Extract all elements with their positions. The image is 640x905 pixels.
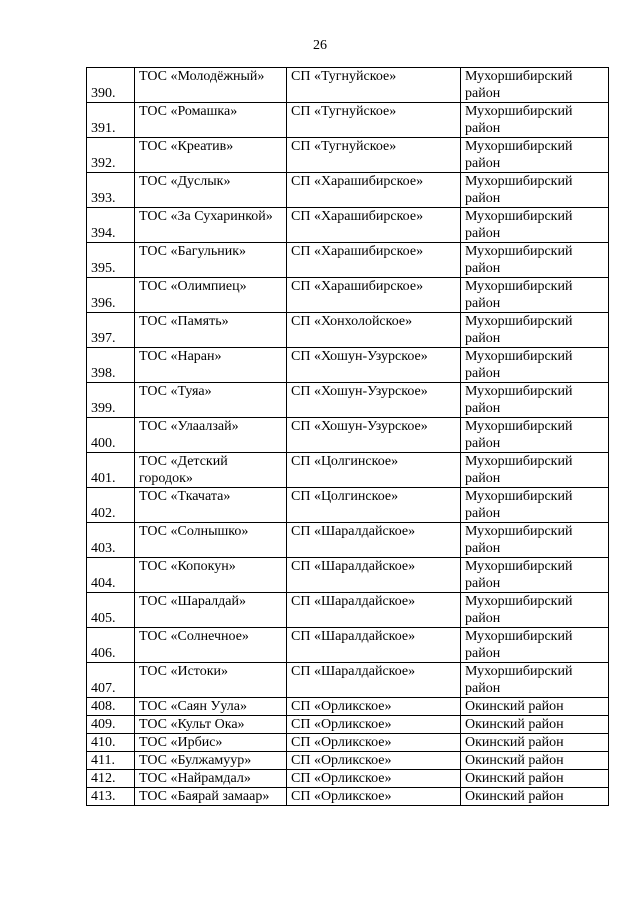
district-cell: Мухоршибирский район — [461, 663, 609, 698]
registry-table-body — [87, 68, 609, 806]
settlement-cell: СП «Хошун-Узурское» — [287, 383, 461, 418]
table-row — [87, 716, 609, 734]
tos-name-cell: ТОС «Багульник» — [135, 243, 287, 278]
tos-name-cell: ТОС «Баярай замаар» — [135, 788, 287, 806]
table-row — [87, 734, 609, 752]
row-number-cell: 395. — [87, 243, 135, 278]
table-row — [87, 348, 609, 383]
district-cell: Мухоршибирский район — [461, 173, 609, 208]
tos-name-cell: ТОС «Ромашка» — [135, 103, 287, 138]
district-cell: Мухоршибирский район — [461, 383, 609, 418]
row-number-cell: 411. — [87, 752, 135, 770]
settlement-cell: СП «Орликское» — [287, 734, 461, 752]
settlement-cell: СП «Тугнуйское» — [287, 103, 461, 138]
row-number-cell: 405. — [87, 593, 135, 628]
row-number-cell: 400. — [87, 418, 135, 453]
tos-name-cell: ТОС «Память» — [135, 313, 287, 348]
district-cell: Мухоршибирский район — [461, 348, 609, 383]
district-cell: Мухоршибирский район — [461, 628, 609, 663]
district-cell: Мухоршибирский район — [461, 453, 609, 488]
district-cell: Окинский район — [461, 698, 609, 716]
row-number-cell: 391. — [87, 103, 135, 138]
row-number-cell: 412. — [87, 770, 135, 788]
tos-name-cell: ТОС «Молодёжный» — [135, 68, 287, 103]
district-cell: Мухоршибирский район — [461, 523, 609, 558]
row-number-cell: 392. — [87, 138, 135, 173]
table-row — [87, 628, 609, 663]
district-cell: Окинский район — [461, 770, 609, 788]
table-row — [87, 488, 609, 523]
table-row — [87, 698, 609, 716]
registry-table — [86, 67, 609, 806]
tos-name-cell: ТОС «Ткачата» — [135, 488, 287, 523]
settlement-cell: СП «Орликское» — [287, 698, 461, 716]
table-row — [87, 103, 609, 138]
district-cell: Окинский район — [461, 752, 609, 770]
settlement-cell: СП «Харашибирское» — [287, 278, 461, 313]
settlement-cell: СП «Шаралдайское» — [287, 523, 461, 558]
settlement-cell: СП «Орликское» — [287, 716, 461, 734]
row-number-cell: 403. — [87, 523, 135, 558]
tos-name-cell: ТОС «Наран» — [135, 348, 287, 383]
settlement-cell: СП «Хошун-Узурское» — [287, 418, 461, 453]
row-number-cell: 390. — [87, 68, 135, 103]
district-cell: Мухоршибирский район — [461, 488, 609, 523]
district-cell: Мухоршибирский район — [461, 278, 609, 313]
table-row — [87, 663, 609, 698]
row-number-cell: 398. — [87, 348, 135, 383]
table-row — [87, 243, 609, 278]
row-number-cell: 408. — [87, 698, 135, 716]
settlement-cell: СП «Шаралдайское» — [287, 663, 461, 698]
table-row — [87, 788, 609, 806]
settlement-cell: СП «Харашибирское» — [287, 208, 461, 243]
row-number-cell: 399. — [87, 383, 135, 418]
table-row — [87, 68, 609, 103]
table-row — [87, 558, 609, 593]
district-cell: Мухоршибирский район — [461, 138, 609, 173]
tos-name-cell: ТОС «Олимпиец» — [135, 278, 287, 313]
tos-name-cell: ТОС «Креатив» — [135, 138, 287, 173]
tos-name-cell: ТОС «Ирбис» — [135, 734, 287, 752]
row-number-cell: 401. — [87, 453, 135, 488]
table-row — [87, 383, 609, 418]
table-row — [87, 208, 609, 243]
row-number-cell: 402. — [87, 488, 135, 523]
table-row — [87, 523, 609, 558]
tos-name-cell: ТОС «Туяа» — [135, 383, 287, 418]
table-row — [87, 453, 609, 488]
row-number-cell: 413. — [87, 788, 135, 806]
district-cell: Мухоршибирский район — [461, 558, 609, 593]
settlement-cell: СП «Орликское» — [287, 788, 461, 806]
page-number: 26 — [313, 38, 327, 53]
row-number-cell: 409. — [87, 716, 135, 734]
row-number-cell: 393. — [87, 173, 135, 208]
district-cell: Мухоршибирский район — [461, 208, 609, 243]
settlement-cell: СП «Цолгинское» — [287, 488, 461, 523]
settlement-cell: СП «Тугнуйское» — [287, 68, 461, 103]
settlement-cell: СП «Цолгинское» — [287, 453, 461, 488]
district-cell: Мухоршибирский район — [461, 243, 609, 278]
table-row — [87, 593, 609, 628]
tos-name-cell: ТОС «Дуслык» — [135, 173, 287, 208]
table-row — [87, 173, 609, 208]
settlement-cell: СП «Шаралдайское» — [287, 593, 461, 628]
table-row — [87, 770, 609, 788]
tos-name-cell: ТОС «Улаалзай» — [135, 418, 287, 453]
table-row — [87, 278, 609, 313]
tos-name-cell: ТОС «Найрамдал» — [135, 770, 287, 788]
settlement-cell: СП «Хошун-Узурское» — [287, 348, 461, 383]
table-row — [87, 752, 609, 770]
district-cell: Мухоршибирский район — [461, 68, 609, 103]
row-number-cell: 410. — [87, 734, 135, 752]
district-cell: Окинский район — [461, 734, 609, 752]
district-cell: Окинский район — [461, 716, 609, 734]
district-cell: Мухоршибирский район — [461, 418, 609, 453]
tos-name-cell: ТОС «Копокун» — [135, 558, 287, 593]
tos-name-cell: ТОС «Истоки» — [135, 663, 287, 698]
row-number-cell: 404. — [87, 558, 135, 593]
tos-name-cell: ТОС «Культ Ока» — [135, 716, 287, 734]
settlement-cell: СП «Тугнуйское» — [287, 138, 461, 173]
tos-name-cell: ТОС «Солнышко» — [135, 523, 287, 558]
table-row — [87, 138, 609, 173]
settlement-cell: СП «Харашибирское» — [287, 173, 461, 208]
settlement-cell: СП «Харашибирское» — [287, 243, 461, 278]
row-number-cell: 397. — [87, 313, 135, 348]
district-cell: Мухоршибирский район — [461, 593, 609, 628]
table-row — [87, 418, 609, 453]
settlement-cell: СП «Хонхолойское» — [287, 313, 461, 348]
row-number-cell: 407. — [87, 663, 135, 698]
district-cell: Окинский район — [461, 788, 609, 806]
row-number-cell: 406. — [87, 628, 135, 663]
settlement-cell: СП «Шаралдайское» — [287, 628, 461, 663]
settlement-cell: СП «Орликское» — [287, 770, 461, 788]
tos-name-cell: ТОС «Шаралдай» — [135, 593, 287, 628]
district-cell: Мухоршибирский район — [461, 103, 609, 138]
tos-name-cell: ТОС «Саян Уула» — [135, 698, 287, 716]
tos-name-cell: ТОС «Детский городок» — [135, 453, 287, 488]
tos-name-cell: ТОС «Булжамуур» — [135, 752, 287, 770]
settlement-cell: СП «Шаралдайское» — [287, 558, 461, 593]
tos-name-cell: ТОС «За Сухаринкой» — [135, 208, 287, 243]
tos-name-cell: ТОС «Солнечное» — [135, 628, 287, 663]
row-number-cell: 396. — [87, 278, 135, 313]
settlement-cell: СП «Орликское» — [287, 752, 461, 770]
table-row — [87, 313, 609, 348]
row-number-cell: 394. — [87, 208, 135, 243]
district-cell: Мухоршибирский район — [461, 313, 609, 348]
